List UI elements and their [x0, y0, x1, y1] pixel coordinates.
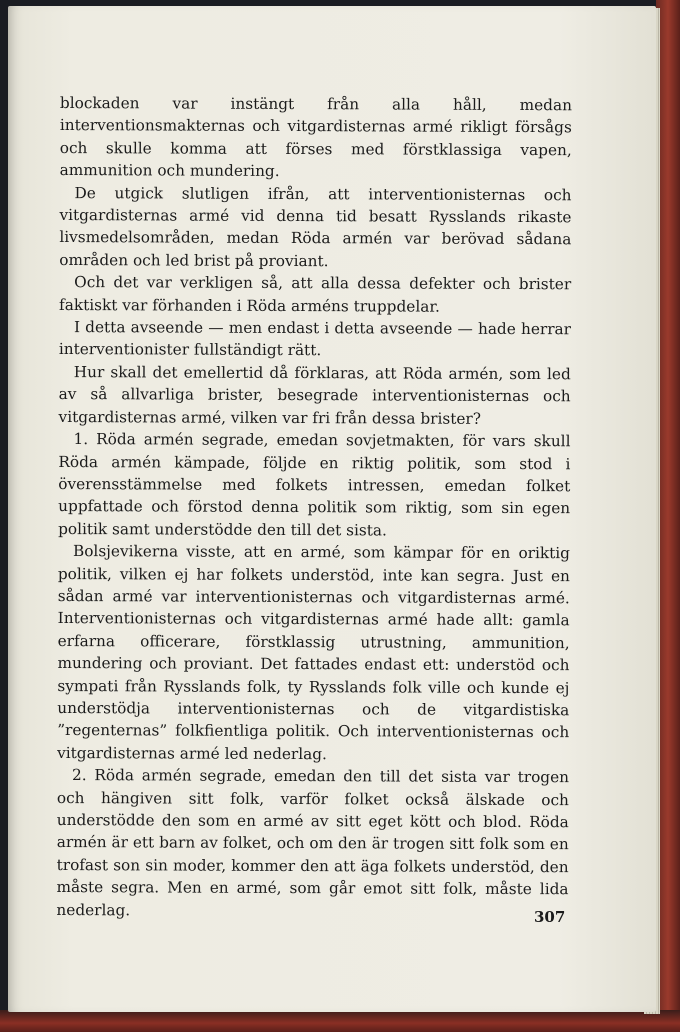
paragraph-continued: blockaden var instängt från alla håll, medan interventionsmakternas och vitgardisternas armé rikligt försågs och skulle komma att förses med förstklassiga vapen, ammunition och mundering. — [59, 93, 572, 181]
paragraph: I detta avseende — men endast i detta avseende — hade herrar interventionister fullständigt rätt. — [58, 318, 572, 360]
book-cover-bottom — [0, 1010, 680, 1032]
paragraph: De utgick slutligen ifrån, att interventionisternas och vitgardisternas armé vid denna tid besatt Rysslands rikaste livsmedelsområden, medan Röda armén var berövad sådana områden och led brist på proviant. — [59, 183, 572, 271]
paragraph: Bolsjevikerna visste, att en armé, som kämpar för en oriktig politik, vilken ej har folkets understöd, inte kan segra. Just en sådan armé var interventionisternas och vitgardisternas armé. Interventionisternas och vitgardisternas armé hade allt: gamla erfarna officerare, förstklassig utrustning, ammunition, mundering och proviant. Det fattades endast ett: understöd och sympati från Rysslands folk, ty Rysslands folk ville och kunde ej understödja interventionisternas och de vitgardistiska ”regenternas” folkfientliga politik. Och interventionisternas och vitgardisternas armé led nederlag. — [57, 542, 571, 763]
body-text — [56, 92, 572, 923]
page-number: 307 — [534, 908, 566, 926]
paragraph-numbered-2: 2. Röda armén segrade, emedan den till det sista var trogen och hängiven sitt folk, varför folket också älskade och understödde den som en armé av sitt eget kött och blod. Röda armén är ett barn av folket, och om den är trogen sitt folk som en trofast son sin moder, kommer den att äga folkets understöd, den måste segra. Men en armé, som går emot sitt folk, måste lida nederlag. — [56, 766, 570, 919]
book-page — [8, 6, 656, 1012]
paragraph-numbered-1: 1. Röda armén segrade, emedan sovjetmakten, för vars skull Röda armén kämpade, följde en riktig politik, som stod i överensstämmelse med folkets intressen, emedan folket uppfattade och förstod denna politik som riktig, som sin egen politik samt understödde den till det sista. — [58, 430, 571, 540]
paragraph: Hur skall det emellertid då förklaras, att Röda armén, som led av så allvarliga brister, besegrade interventionisternas och vitgardisternas armé, vilken var fri från dessa brister? — [58, 362, 571, 428]
paragraph: Och det var verkligen så, att alla dessa defekter och brister faktiskt var förhanden i Röda arméns truppdelar. — [59, 273, 572, 316]
